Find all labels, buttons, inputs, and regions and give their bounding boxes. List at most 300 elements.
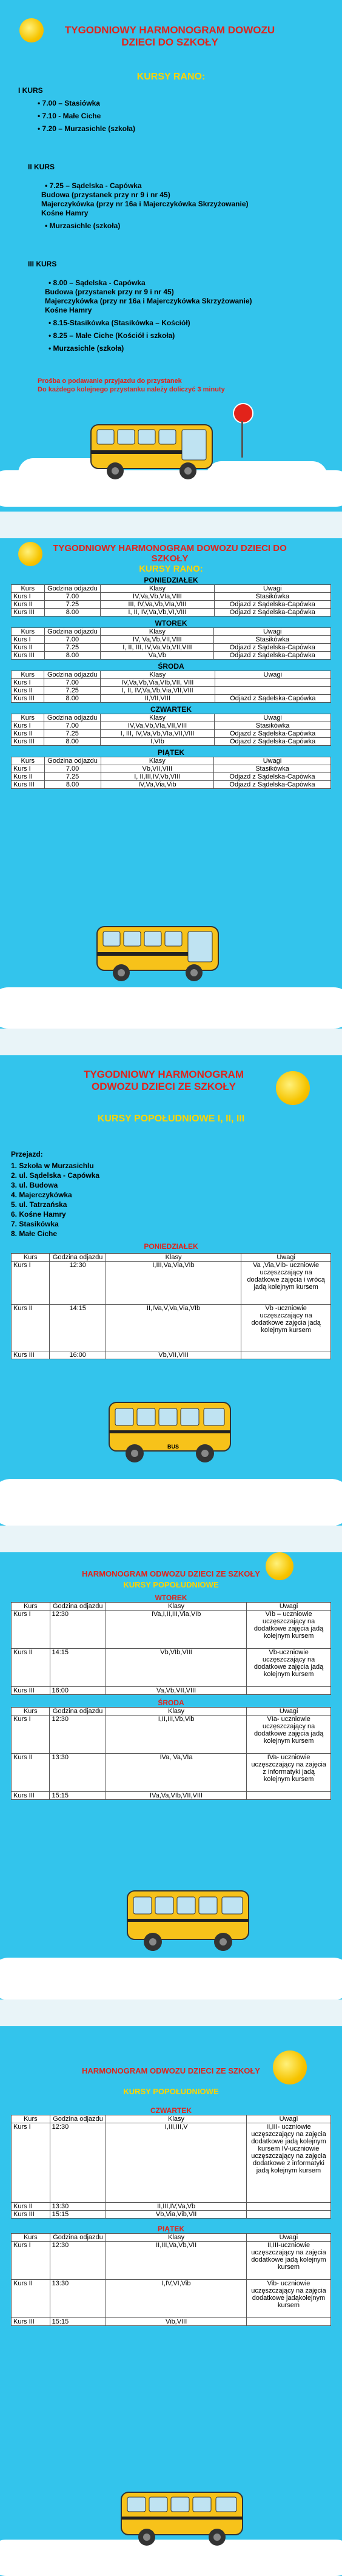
table-cell: Kurs III: [12, 1792, 50, 1800]
table-cell: Kurs II: [12, 2203, 50, 2211]
table-cell: [241, 1351, 331, 1359]
table-cell: Kurs III: [12, 609, 45, 617]
table-header-row: [12, 757, 331, 765]
column-header: Kurs: [12, 1254, 50, 1262]
table-cell: [215, 679, 330, 687]
table-cell: VIa- uczniowie uczęszczający na dodatkowe zajęcia jadą kolejnym kursem: [247, 1716, 331, 1754]
table-row: [12, 601, 331, 609]
column-header: Kurs: [12, 757, 45, 765]
table-cell: Kurs III: [12, 652, 45, 660]
day-block: [11, 619, 331, 660]
table-cell: I,III,Va,Via,VIb: [106, 1262, 241, 1305]
route-stop: 1. Szkoła w Murzasichlu: [11, 1161, 94, 1170]
table-cell: I, II, IV,Va,Vb,VI,VIII: [101, 609, 214, 617]
day-label: ŚRODA: [158, 1699, 184, 1707]
table-cell: 7.25: [44, 773, 101, 781]
list-item: • Murzasichle (szkoła): [49, 344, 124, 353]
list-item: Majerczykówka (przy nr 16a i Majerczykówka Skrzyżowanie): [41, 200, 249, 208]
column-header: Klasy: [101, 628, 214, 636]
table-cell: [215, 687, 330, 695]
table-cell: Kurs II: [12, 1754, 50, 1792]
column-header: Godzina odjazdu: [50, 1708, 106, 1716]
table-cell: 7.00: [44, 679, 101, 687]
table-cell: Kurs I: [12, 722, 44, 730]
column-header: Godzina odjazdu: [44, 671, 101, 679]
list-item: • 7.25 – Sądelska - Capówka: [45, 181, 142, 190]
table-cell: Va,Vb: [101, 652, 214, 660]
table-cell: 16:00: [50, 1687, 106, 1695]
day-block: [11, 576, 331, 617]
table-cell: Kurs III: [12, 1687, 50, 1695]
table-cell: IV,Va,Via,Vib: [101, 781, 214, 789]
route-label: Przejazd:: [11, 1150, 43, 1158]
page-subtitle: KURSY POPOŁUDNIOWE: [123, 2087, 219, 2096]
column-header: Godzina odjazdu: [44, 714, 100, 722]
day-label: PONIEDZIAŁEK: [144, 576, 198, 584]
column-header: Godzina odjazdu: [44, 757, 101, 765]
day-block: [11, 1699, 331, 1800]
table-cell: Kurs I: [12, 2123, 50, 2203]
table-cell: 7.25: [44, 730, 100, 738]
table-cell: Kurs I: [12, 593, 45, 601]
table-row: [12, 679, 331, 687]
table-cell: Kurs II: [12, 1305, 50, 1351]
table-cell: Kurs III: [12, 738, 44, 746]
list-item: • Murzasichle (szkoła): [45, 221, 121, 230]
day-block: [11, 705, 331, 746]
table-header-row: [12, 2115, 331, 2123]
school-bus-illustration: [103, 1396, 243, 1469]
column-header: Klasy: [106, 1254, 241, 1262]
table-cell: Kurs III: [12, 1351, 50, 1359]
table-cell: 7.00: [44, 765, 101, 773]
table-cell: 14:15: [50, 1649, 106, 1687]
table-cell: Stasikówka: [214, 593, 330, 601]
table-cell: Odjazd z Sądelska-Capówka: [214, 644, 331, 652]
table-cell: Vb,VII,VIII: [106, 1351, 241, 1359]
table-header-row: [12, 2234, 331, 2242]
afternoon-table: [11, 2100, 331, 2326]
route-stops: [11, 1161, 99, 1239]
list-item: Majerczykówka (przy nr 16a i Majerczykówka Skrzyżowanie): [45, 297, 252, 305]
table-cell: 14:15: [50, 1305, 106, 1351]
table-cell: [246, 2211, 330, 2219]
note-text: Do każdego kolejnego przystanku należy doliczyć 3 minuty: [38, 386, 225, 393]
column-header: Godzina odjazdu: [50, 2234, 106, 2242]
table-row: [12, 738, 331, 746]
list-item: Budowa (przystanek przy nr 9 i nr 45): [41, 191, 170, 199]
schedule-table: [11, 714, 331, 746]
table-row: [12, 652, 331, 660]
course-1: [18, 86, 321, 134]
table-row: [12, 695, 331, 703]
column-header: Uwagi: [214, 628, 331, 636]
day-block: [11, 748, 331, 789]
page-subtitle: KURSY RANO:: [136, 72, 206, 82]
page-subtitle: KURSY POPOŁUDNIOWE I, II, III: [97, 1114, 245, 1124]
table-cell: 12:30: [50, 2123, 106, 2203]
table-cell: [247, 1687, 331, 1695]
table-row: [12, 1611, 331, 1649]
sun-icon: [276, 1071, 310, 1105]
table-cell: Odjazd z Sądelska-Capówka: [214, 773, 331, 781]
list-item: Budowa (przystanek przy nr 9 i nr 45): [45, 288, 174, 296]
table-cell: Vb-uczniowie uczęszczający na dodatkowe zajęcia jadą kolejnym kursem: [247, 1649, 331, 1687]
table-row: [12, 1792, 331, 1800]
list-item: • 7.20 – Murzasichle (szkoła): [38, 124, 135, 133]
table-cell: I,VIb: [100, 738, 214, 746]
panel-morning-table: [0, 538, 342, 1029]
table-cell: Odjazd z Sądelska-Capówka: [214, 609, 330, 617]
section-separator: [0, 1526, 342, 1552]
column-header: Klasy: [106, 2234, 247, 2242]
table-cell: Kurs II: [12, 601, 45, 609]
table-cell: [246, 2203, 330, 2211]
page-title: TYGODNIOWY HARMONOGRAM DOWOZU DZIECI DO SZKOŁY: [64, 24, 275, 48]
column-header: Kurs: [12, 2115, 50, 2123]
table-cell: I, II,III,IV,Vb,VIII: [101, 773, 214, 781]
table-cell: Kurs III: [12, 781, 45, 789]
table-cell: 8.00: [44, 609, 101, 617]
table-cell: Vb,VII,VIII: [101, 765, 214, 773]
table-row: [12, 644, 331, 652]
table-cell: Kurs I: [12, 765, 45, 773]
table-cell: IVa,I,II,III,Via,VIb: [106, 1611, 246, 1649]
table-cell: II,IVa,V,Va,Via,VIb: [106, 1305, 241, 1351]
table-cell: I,IV,VI,Vib: [106, 2280, 247, 2318]
column-header: Godzina odjazdu: [50, 1603, 106, 1611]
column-header: Godzina odjazdu: [44, 628, 101, 636]
course-label: I KURS: [18, 86, 43, 95]
table-cell: IVa- uczniowie uczęszczający na zajęcia z informatyki jadą kolejnym kursem: [247, 1754, 331, 1792]
table-cell: Kurs I: [12, 1262, 50, 1305]
table-cell: Odjazd z Sądelska-Capówka: [215, 738, 331, 746]
table-cell: Kurs II: [12, 730, 44, 738]
table-cell: II,III,IV,Va,Vb: [106, 2203, 247, 2211]
table-cell: IVa,Va,VIb,VII,VIII: [106, 1792, 247, 1800]
table-row: [12, 773, 331, 781]
table-row: [12, 636, 331, 644]
table-cell: I, III, IV,Va,Vb,VIa,VII,VIII: [100, 730, 214, 738]
list-item: • 7.10 - Małe Ciche: [38, 112, 101, 120]
table-cell: IV,Va,Vb,VIa,VII,VIII: [100, 722, 214, 730]
panel-morning-list: [0, 0, 342, 512]
page-title: HARMONOGRAM ODWOZU DZIECI ZE SZKOŁY: [82, 1569, 260, 1578]
table-row: [12, 765, 331, 773]
table-cell: II,III- uczniowie uczęszczający na zajęcia dodatkowe jadą kolejnym kursem IV-uczniowie uczęszczający na zajęcia dodatkowe z informatyki jadą kolejnym kursem: [246, 2123, 330, 2203]
column-header: Uwagi: [215, 714, 331, 722]
table-cell: Kurs I: [12, 636, 45, 644]
school-bus-illustration: [121, 1885, 261, 1958]
column-header: Kurs: [12, 585, 45, 593]
table-cell: Stasikówka: [215, 722, 331, 730]
route-stop: 5. ul. Tatrzańska: [11, 1200, 67, 1209]
table-cell: Kurs I: [12, 1611, 50, 1649]
table-cell: 13:30: [50, 2203, 106, 2211]
schedule-table: [11, 1602, 331, 1695]
page-title: TYGODNIOWY HARMONOGRAM DOWOZU DZIECI DO SZKOŁY: [53, 543, 287, 564]
table-cell: Kurs I: [12, 1716, 50, 1754]
day-block: [11, 2106, 331, 2219]
table-cell: 16:00: [50, 1351, 106, 1359]
table-cell: 7.00: [44, 636, 101, 644]
column-header: Godzina odjazdu: [50, 1254, 106, 1262]
table-cell: I, II, IV,Va,Vb,Via,VII,VIII: [100, 687, 215, 695]
table-cell: III, IV,Va,Vb,VIa,VIII: [101, 601, 214, 609]
list-item: • 7.00 – Stasiówka: [38, 99, 100, 107]
school-bus-illustration: [85, 419, 224, 485]
table-cell: 12:30: [50, 1716, 106, 1754]
table-row: [12, 1262, 331, 1305]
table-cell: Odjazd z Sądelska-Capówka: [214, 652, 331, 660]
column-header: Uwagi: [214, 585, 330, 593]
list-item: Kośne Hamry: [45, 306, 92, 314]
route-stop: 4. Majerczykówka: [11, 1191, 72, 1199]
list-item: • 8.25 – Małe Ciche (Kościół i szkoła): [49, 331, 175, 340]
table-row: [12, 1754, 331, 1792]
list-item: • 8.00 – Sądelska - Capówka: [49, 279, 146, 287]
table-row: [12, 593, 331, 601]
table-cell: 7.25: [44, 687, 101, 695]
stop-sign-pole: [241, 421, 243, 458]
column-header: Kurs: [12, 671, 44, 679]
column-header: Klasy: [100, 714, 214, 722]
day-label: WTOREK: [155, 619, 187, 627]
table-cell: 8.00: [44, 652, 101, 660]
course-label: II KURS: [28, 163, 55, 171]
column-header: Klasy: [106, 1708, 247, 1716]
column-header: Uwagi: [214, 757, 331, 765]
column-header: Godzina odjazdu: [50, 2115, 106, 2123]
table-cell: IV,Va,Vb,VIa,VIII: [101, 593, 214, 601]
column-header: Uwagi: [247, 1708, 331, 1716]
panel-afternoon-thu-fri: [0, 2026, 342, 2576]
table-cell: I,III,III,V: [106, 2123, 247, 2203]
page-subtitle: KURSY RANO:: [139, 564, 203, 574]
table-row: [12, 781, 331, 789]
table-row: [12, 2318, 331, 2326]
table-cell: Stasikówka: [214, 636, 331, 644]
table-cell: 8.00: [44, 695, 101, 703]
table-header-row: [12, 1603, 331, 1611]
table-row: [12, 1687, 331, 1695]
table-cell: [247, 1792, 331, 1800]
page-title: TYGODNIOWY HARMONOGRAM ODWOZU DZIECI ZE SZKOŁY: [83, 1069, 244, 1092]
table-row: [12, 2242, 331, 2280]
day-block: [11, 662, 331, 703]
table-cell: 7.00: [44, 722, 100, 730]
table-cell: Vib,VIII: [106, 2318, 247, 2326]
day-label: CZWARTEK: [150, 705, 192, 714]
bus-label: BUS: [167, 1444, 179, 1450]
table-cell: [246, 2318, 330, 2326]
column-header: Uwagi: [241, 1254, 331, 1262]
note-text: Prośba o podawanie przyjazdu do przystanek: [38, 377, 182, 385]
table-cell: Odjazd z Sądelska-Capówka: [215, 730, 331, 738]
afternoon-table: [11, 1590, 331, 1800]
sun-icon: [19, 18, 44, 42]
column-header: Uwagi: [247, 1603, 331, 1611]
column-header: Kurs: [12, 628, 45, 636]
table-row: [12, 609, 331, 617]
table-cell: 12:30: [50, 1611, 106, 1649]
column-header: Klasy: [106, 1603, 246, 1611]
school-bus-illustration: [115, 2487, 255, 2548]
table-cell: Kurs III: [12, 695, 44, 703]
weekly-table: [11, 573, 331, 789]
table-cell: Vb,Via,Vib,VII: [106, 2211, 247, 2219]
column-header: Uwagi: [246, 2115, 330, 2123]
route-stop: 8. Małe Ciche: [11, 1229, 58, 1238]
table-cell: Kurs II: [12, 1649, 50, 1687]
table-cell: 7.25: [44, 644, 101, 652]
schedule-table: [11, 671, 331, 703]
table-cell: Vb,VIb,VIII: [106, 1649, 246, 1687]
table-cell: VIb – uczniowie uczęszczający na dodatkowe zajęcia jadą kolejnym kursem: [247, 1611, 331, 1649]
table-cell: Kurs II: [12, 2280, 50, 2318]
table-cell: Vb -uczniowie uczęszczający na dodatkowe zajęcia jadą kolejnym kursem: [241, 1305, 331, 1351]
table-header-row: [12, 714, 331, 722]
day-label: PIĄTEK: [157, 748, 184, 757]
table-cell: 8.00: [44, 738, 100, 746]
day-label: ŚRODA: [158, 662, 184, 671]
course-1-list: [38, 99, 321, 134]
table-cell: Kurs III: [12, 2318, 50, 2326]
table-row: [12, 687, 331, 695]
table-cell: Va ,Via,VIb- uczniowie uczęszczający na dodatkowe zajęcia i wrócą jadą kolejnym kursem: [241, 1262, 331, 1305]
column-header: Kurs: [12, 714, 44, 722]
stop-sign-icon: [233, 403, 253, 424]
route-stop: 3. ul. Budowa: [11, 1181, 58, 1189]
table-cell: I, II, III, IV,Va,Vb,VII,VIII: [101, 644, 214, 652]
column-header: Kurs: [12, 1603, 50, 1611]
list-item: Kośne Hamry: [41, 209, 89, 217]
schedule-table: [11, 2233, 331, 2326]
table-row: [12, 1305, 331, 1351]
schedule-table: [11, 1253, 331, 1359]
table-cell: Odjazd z Sądelska-Capówka: [215, 695, 330, 703]
table-cell: 15:15: [50, 2211, 106, 2219]
column-header: Klasy: [101, 757, 214, 765]
section-separator: [0, 2000, 342, 2026]
course-label: III KURS: [28, 260, 57, 268]
table-cell: Kurs II: [12, 773, 45, 781]
table-row: [12, 2203, 331, 2211]
cloud-decoration: [0, 1958, 342, 2000]
monday-table: [11, 1253, 331, 1359]
table-cell: II,VII,VIII: [100, 695, 215, 703]
table-cell: I,II,III,Vb,Vib: [106, 1716, 247, 1754]
page-title: HARMONOGRAM ODWOZU DZIECI ZE SZKOŁY: [82, 2066, 260, 2075]
table-cell: Odjazd z Sądelska-Capówka: [214, 781, 331, 789]
table-cell: II,III,Va,Vb,VII: [106, 2242, 247, 2280]
column-header: Klasy: [100, 671, 215, 679]
table-cell: 13:30: [50, 2280, 106, 2318]
route-stop: 6. Kośne Hamry: [11, 1210, 66, 1219]
table-row: [12, 2280, 331, 2318]
day-label: WTOREK: [155, 1594, 187, 1602]
schedule-table: [11, 757, 331, 789]
section-separator: [0, 512, 342, 538]
table-cell: Kurs II: [12, 687, 44, 695]
column-header: Godzina odjazdu: [44, 585, 101, 593]
table-cell: Kurs II: [12, 644, 45, 652]
course-2: [28, 163, 331, 231]
course-3: [28, 260, 337, 353]
table-cell: 15:15: [50, 2318, 106, 2326]
table-row: [12, 1649, 331, 1687]
table-cell: 8.00: [44, 781, 101, 789]
list-item: • 8.15-Stasikówka (Stasikówka – Kościół): [49, 319, 190, 327]
column-header: Uwagi: [215, 671, 330, 679]
table-cell: Kurs I: [12, 2242, 50, 2280]
table-header-row: [12, 1708, 331, 1716]
table-cell: IVa, Va,VIa: [106, 1754, 247, 1792]
cloud-decoration: [0, 987, 342, 1029]
table-cell: Stasikówka: [214, 765, 331, 773]
table-cell: II,III-uczniowie uczęszczający na zajęcia dodatkowe jadą kolejnym kursem: [246, 2242, 330, 2280]
schedule-table: [11, 2115, 331, 2219]
column-header: Klasy: [106, 2115, 247, 2123]
panel-afternoon-monday: [0, 1055, 342, 1526]
table-cell: 7.25: [44, 601, 101, 609]
day-label: CZWARTEK: [150, 2106, 192, 2115]
table-header-row: [12, 628, 331, 636]
table-cell: IV,Va,Vb,Via,VIb,VII, VIII: [100, 679, 215, 687]
column-header: Kurs: [12, 1708, 50, 1716]
table-cell: Va,Vb,VII,VIII: [106, 1687, 246, 1695]
table-header-row: [12, 671, 331, 679]
table-cell: Kurs III: [12, 2211, 50, 2219]
table-cell: Vib- uczniowie uczęszczający na zajęcia dodatkowe jadąkolejnym kursem: [246, 2280, 330, 2318]
table-row: [12, 730, 331, 738]
schedule-table: [11, 1707, 331, 1800]
table-cell: Odjazd z Sądelska-Capówka: [214, 601, 330, 609]
route-stop: 2. ul. Sądelska - Capówka: [11, 1171, 100, 1180]
table-cell: 7.00: [44, 593, 101, 601]
day-label: PIĄTEK: [157, 2225, 184, 2233]
table-cell: 12:30: [50, 2242, 106, 2280]
table-row: [12, 722, 331, 730]
day-block: [11, 2225, 331, 2326]
section-separator: [0, 1029, 342, 1055]
table-row: [12, 1716, 331, 1754]
column-header: Kurs: [12, 2234, 50, 2242]
table-cell: 15:15: [50, 1792, 106, 1800]
table-row: [12, 2211, 331, 2219]
table-row: [12, 1351, 331, 1359]
table-cell: Kurs I: [12, 679, 44, 687]
table-cell: IV, Va,Vb,VII,VIII: [101, 636, 214, 644]
schedule-table: [11, 584, 331, 617]
table-row: [12, 2123, 331, 2203]
schedule-table: [11, 627, 331, 660]
cloud-decoration: [0, 1479, 342, 1526]
column-header: Uwagi: [246, 2234, 330, 2242]
table-cell: 13:30: [50, 1754, 106, 1792]
route-stop: 7. Stasikówka: [11, 1220, 59, 1228]
page-subtitle: KURSY POPOŁUDNIOWE: [123, 1580, 219, 1589]
column-header: Klasy: [101, 585, 214, 593]
table-cell: 12:30: [50, 1262, 106, 1305]
day-label: PONIEDZIAŁEK: [144, 1242, 198, 1251]
school-bus-illustration: [91, 921, 230, 987]
table-header-row: [12, 1254, 331, 1262]
cloud-decoration: [206, 461, 327, 492]
day-block: [11, 1594, 331, 1695]
panel-afternoon-tue-wed: [0, 1552, 342, 2000]
table-header-row: [12, 585, 331, 593]
